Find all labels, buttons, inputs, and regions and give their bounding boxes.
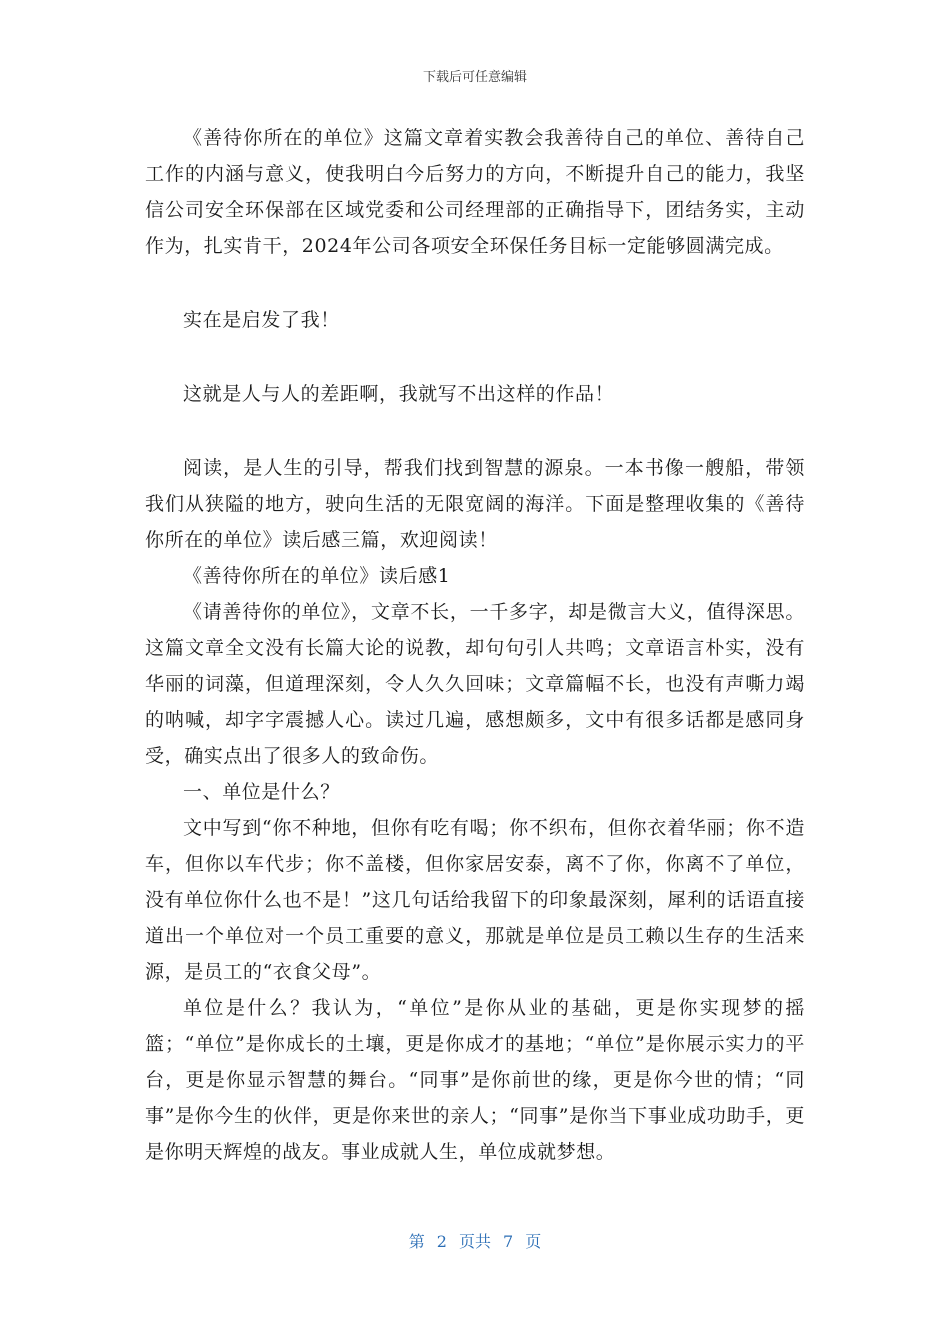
section-title: 《善待你所在的单位》读后感1 [183,565,451,587]
paragraph-intro: 阅读，是人生的引导，帮我们找到智慧的源泉。一本书像一艘船，带领我们从狭隘的地方，驶向生活的无限宽阔的海洋。下面是整理收集的《善待你所在的单位》读后感三篇，欢迎阅读！ [145,457,805,551]
footer-suffix: 页 [525,1232,542,1251]
paragraph-body-1: 《请善待你的单位》，文章不长，一千多字，却是微言大义，值得深思。这篇文章全文没有长篇大论的说教，却句句引人共鸣；文章语言朴实，没有华丽的词藻，但道理深刻，令人久久回味；文章篇幅不长，也没有声嘶力竭的呐喊，却字字震撼人心。读过几遍，感想颇多，文中有很多话都是感同身受，确实点出了很多人的致命伤。 [145,601,805,767]
paragraph-body-3: 单位是什么？我认为，“单位”是你从业的基础，更是你实现梦的摇篮；“单位”是你成长的土壤，更是你成才的基地；“单位”是你展示实力的平台，更是你显示智慧的舞台。“同事”是你前世的缘，更是你今世的情；“同事”是你今生的伙伴，更是你来世的亲人；“同事”是你当下事业成功助手，更是你明天辉煌的战友。事业成就人生，单位成就梦想。 [145,997,805,1163]
page-header: 下载后可任意编辑 [422,70,527,85]
paragraph-summary: 《善待你所在的单位》这篇文章着实教会我善待自己的单位、善待自己工作的内涵与意义，使我明白今后努力的方向，不断提升自己的能力，我坚信公司安全环保部在区域党委和公司经理部的正确指导下，团结务实，主动作为，扎实肯干，2024年公司各项安全环保任务目标一定能够圆满完成。 [145,127,805,257]
footer-middle: 页共 [458,1232,491,1251]
footer-prefix: 第 [408,1232,425,1251]
paragraph-comment-1: 实在是启发了我！ [183,309,340,331]
document-body [145,120,805,1170]
page-footer [0,1229,950,1252]
paragraph-body-2: 文中写到“你不种地，但你有吃有喝；你不织布，但你衣着华丽；你不造车，但你以车代步；你不盖楼，但你家居安泰，离不了你，你离不了单位，没有单位你什么也不是！”这几句话给我留下的印象最深刻，犀利的话语直接道出一个单位对一个员工重要的意义，那就是单位是员工赖以生存的生活来源，是员工的“衣食父母”。 [145,817,805,983]
footer-page-number: 2 [436,1232,447,1251]
footer-total-pages: 7 [503,1232,514,1251]
subheading: 一、单位是什么？ [183,781,340,803]
paragraph-comment-2: 这就是人与人的差距啊，我就写不出这样的作品！ [183,383,615,405]
